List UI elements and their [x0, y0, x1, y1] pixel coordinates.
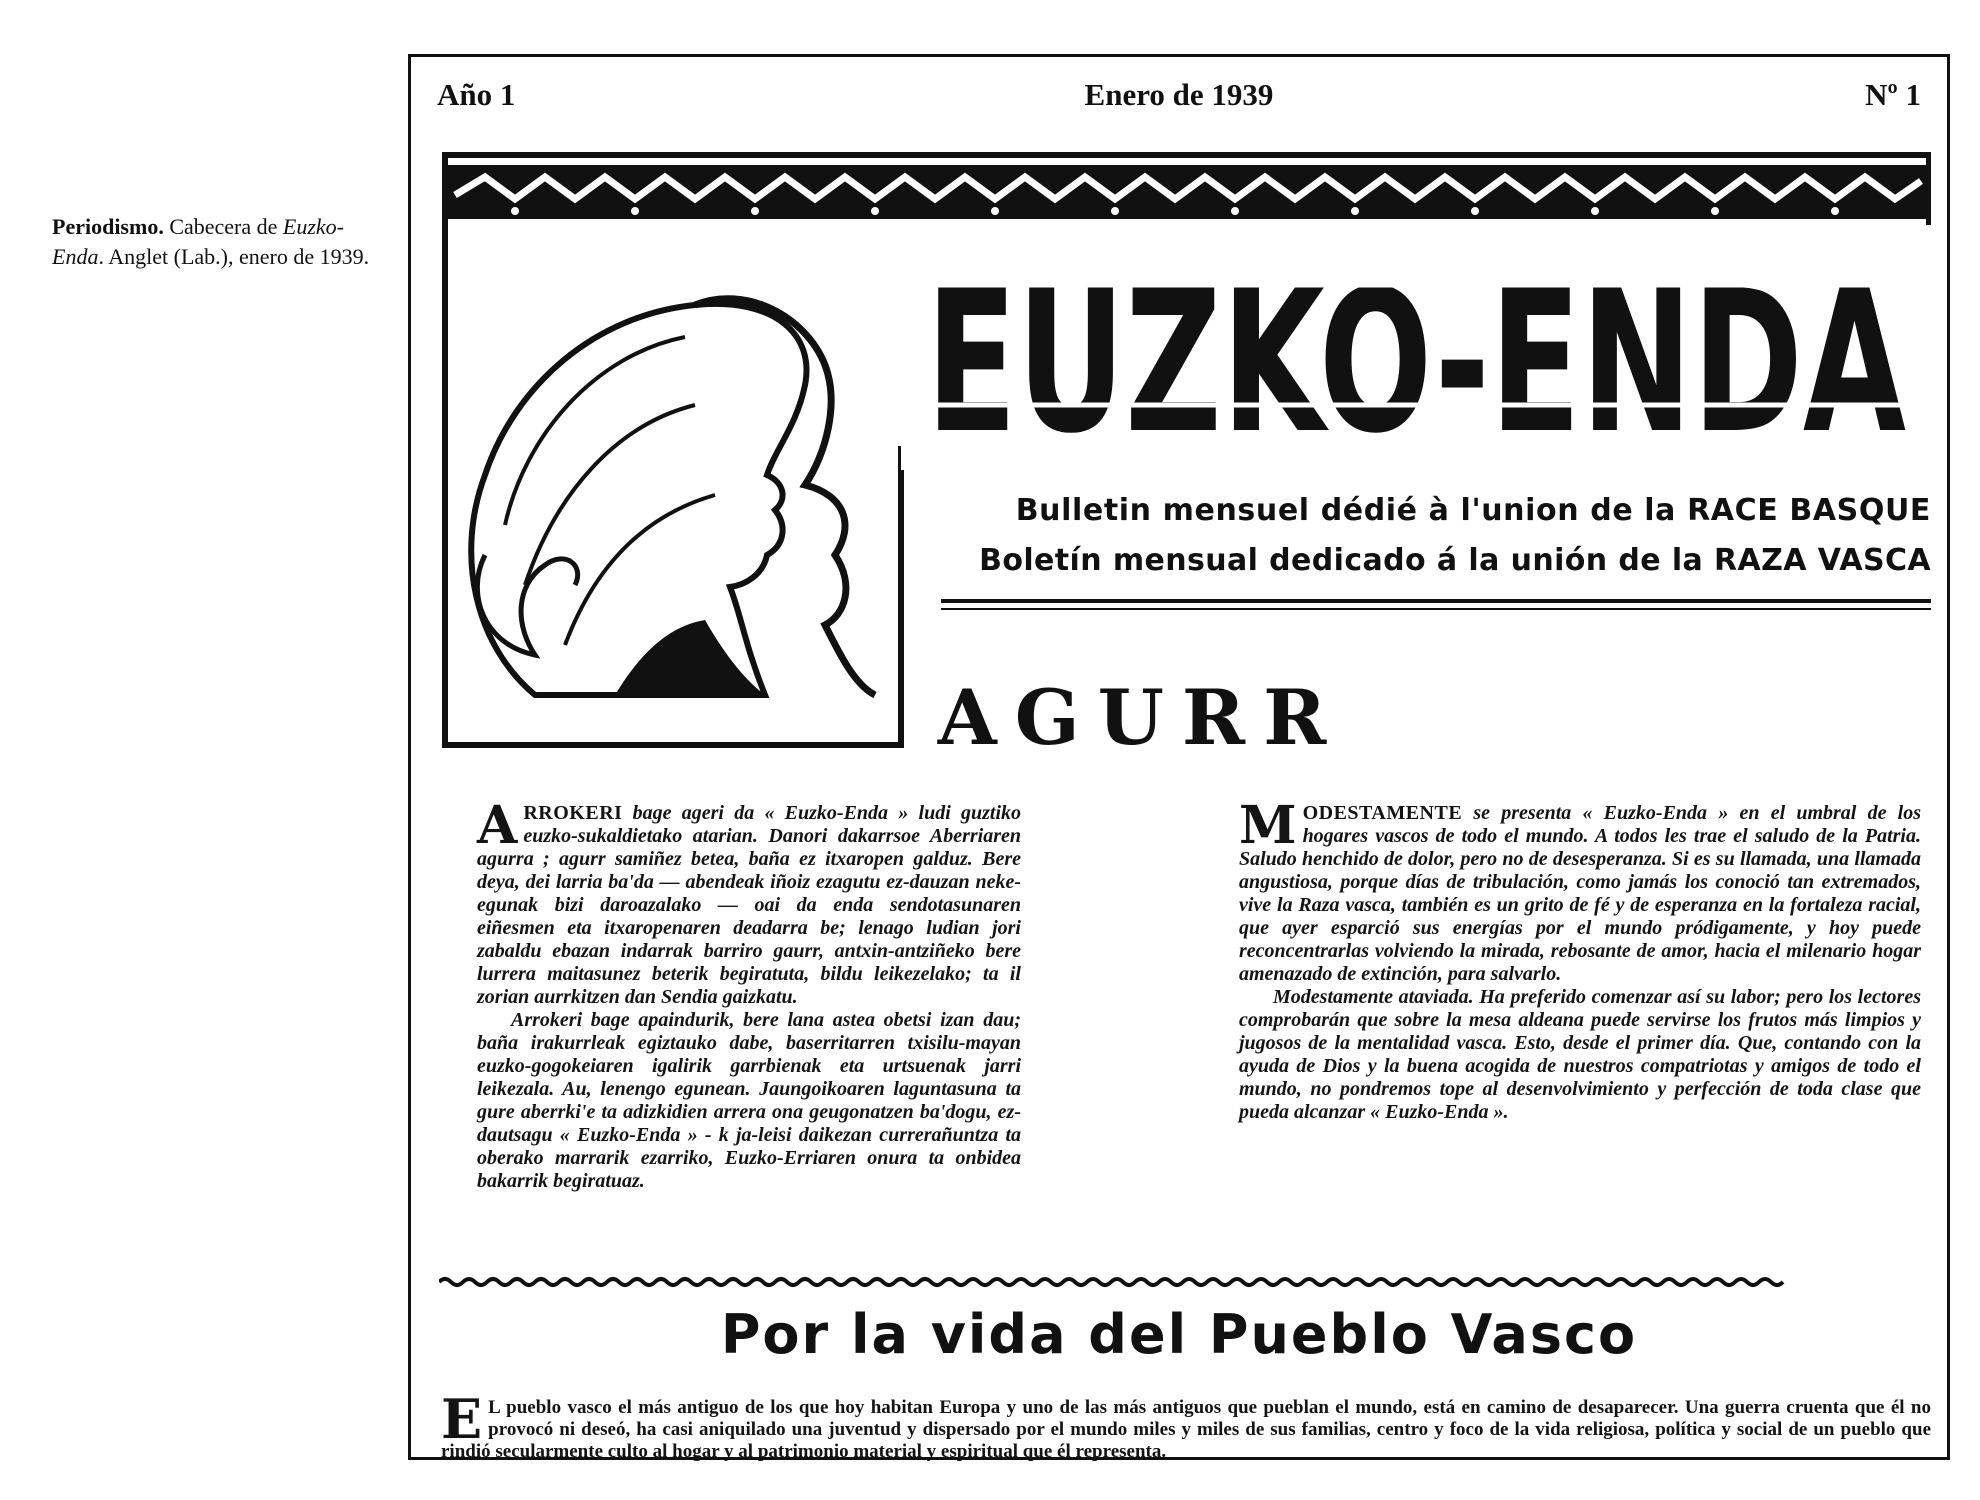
wordmark-text: EUZKO-ENDA: [926, 249, 1906, 470]
spanish-paragraph-2: Modestamente ataviada. Ha preferido comenzar así su labor; pero los lectores comprobarán que sobre la mesa aldeana puede servirse los frutos más limpios y jugosos de la mentalidad vasca. Esto, desde el primer día. Que, contando con la ayuda de Dios y la buena acogida de nuestros compatriotas y amigos de todo el mundo, no pondremos tope al desenvolvimiento y perfección de toda clase que pueda alcanzar « Euzko-Enda ».: [1239, 986, 1921, 1123]
pueblo-vasco-paragraph: [441, 1387, 1931, 1463]
wavy-divider: [439, 1275, 1929, 1289]
double-rule: [941, 599, 1931, 610]
article-title-agurr: AGURR: [937, 673, 1345, 762]
issue-date: Enero de 1939: [1084, 77, 1274, 112]
caption-text-2: . Anglet (Lab.), enero de 1939.: [98, 244, 370, 269]
issue-year: Año 1: [437, 77, 516, 112]
spanish-text-1: se presenta « Euzko-Enda » en el umbral de los hogares vascos de todo el mundo. A todos les trae el saludo de la Patria. Saludo henchido de dolor, pero no de desesperanza. Si es su llamada, una llamada angustiosa, porque días de tribulación, como jamás los conoció tan extremados, vive la Raza vasca, también es un grito de fé y de esperanza en la fortaleza racial, que ayer esparció sus energías por el mundo pródigamente, y hoy puede reconcentrarlas volviendo la mirada, rebosante de amor, hacia el milenario hogar amenazado de extinción, para salvarlo.: [1239, 802, 1921, 985]
article-title-pueblo-vasco: Por la vida del Pueblo Vasco: [720, 1303, 1638, 1366]
spanish-column: [1239, 795, 1921, 1124]
drop-cap-m: M: [1239, 795, 1297, 856]
issue-header: [437, 77, 1921, 117]
pueblo-vasco-text: L pueblo vasco el más antiguo de los que hoy habitan Europa y uno de las más antiguos que pueblan el mundo, está en camino de desaparecer. Una guerra cruenta que él no provocó ni deseó, ha casi aniquilado una juventud y dispersado por el mundo miles y miles de sus familias, centro y foco de la vida religiosa, política y social de un pueblo que rindió secularmente culto al hogar y al patrimonio material y espiritual que él representa.: [441, 1397, 1931, 1462]
caption-bold: Periodismo.: [52, 214, 164, 239]
basque-column: [477, 795, 1021, 1193]
lead-word: RROKERI: [523, 802, 623, 824]
bulletin-spanish: Boletín mensual dedicado á la unión de la RAZA VASCA: [979, 543, 1931, 578]
basque-text-1: bage ageri da « Euzko-Enda » ludi guztiko euzko-sukaldietako atarian. Danori dakarrsoe Aberriaren agurra ; agurr samiñez betea, baña ez itxaropen galduz. Bere deya, dei larria ba'da — abendeak iñoiz ezagutu ez-dauzan neke-egunak bizi daroazalako — oai da enda sendotasunaren eiñesmen eta itxaropenaren deadarra be; lenago ludian jori zabaldu ebazan indarrak barriro gaurr, antxin-antziñeko bere lurrera maitasunez beterik begiratuta, bildu leikezelako; ta il zorian aurrkitzen dan Sendia gaizkatu.: [477, 802, 1021, 1008]
spanish-paragraph-1: [1239, 795, 1921, 986]
woman-profile-illustration: [445, 225, 901, 745]
lead-word: ODESTAMENTE: [1302, 802, 1463, 824]
caption-text-1: Cabecera de: [163, 214, 283, 239]
newspaper-page: [408, 54, 1950, 1460]
basque-paragraph-2: Arrokeri bage apaindurik, bere lana astea obetsi izan dau; baña irakurrleak egiztauko dabe, baserritarren txisilu-mayan euzko-gogokeiaren igalirik garrbienak eta urtsuenak jarri leikezala. Au, lenengo egunean. Jaungoikoaren laguntasuna ta gure aberrki'e ta adizkidien arrera ona geugonatzen ba'dogu, ez-dautsagu « Euzko-Enda » - k ja-leisi daikezan currerañuntza ta oberako marrarik ezarriko, Euzko-Erriaren onura ta onbidea bakarrik begiratuaz.: [477, 1009, 1021, 1192]
bulletin-french: Bulletin mensuel dédié à l'union de la RACE BASQUE: [1015, 493, 1931, 528]
drop-cap-a: A: [477, 795, 518, 856]
basque-paragraph-1: [477, 795, 1021, 1009]
euzko-enda-wordmark: [901, 225, 1931, 470]
caption-italic: Euzko-Enda: [52, 214, 345, 269]
figure-caption: [52, 212, 382, 272]
drop-cap-e: E: [441, 1387, 483, 1451]
issue-number: Nº 1: [1865, 77, 1921, 112]
ornament-band: [445, 155, 1931, 235]
